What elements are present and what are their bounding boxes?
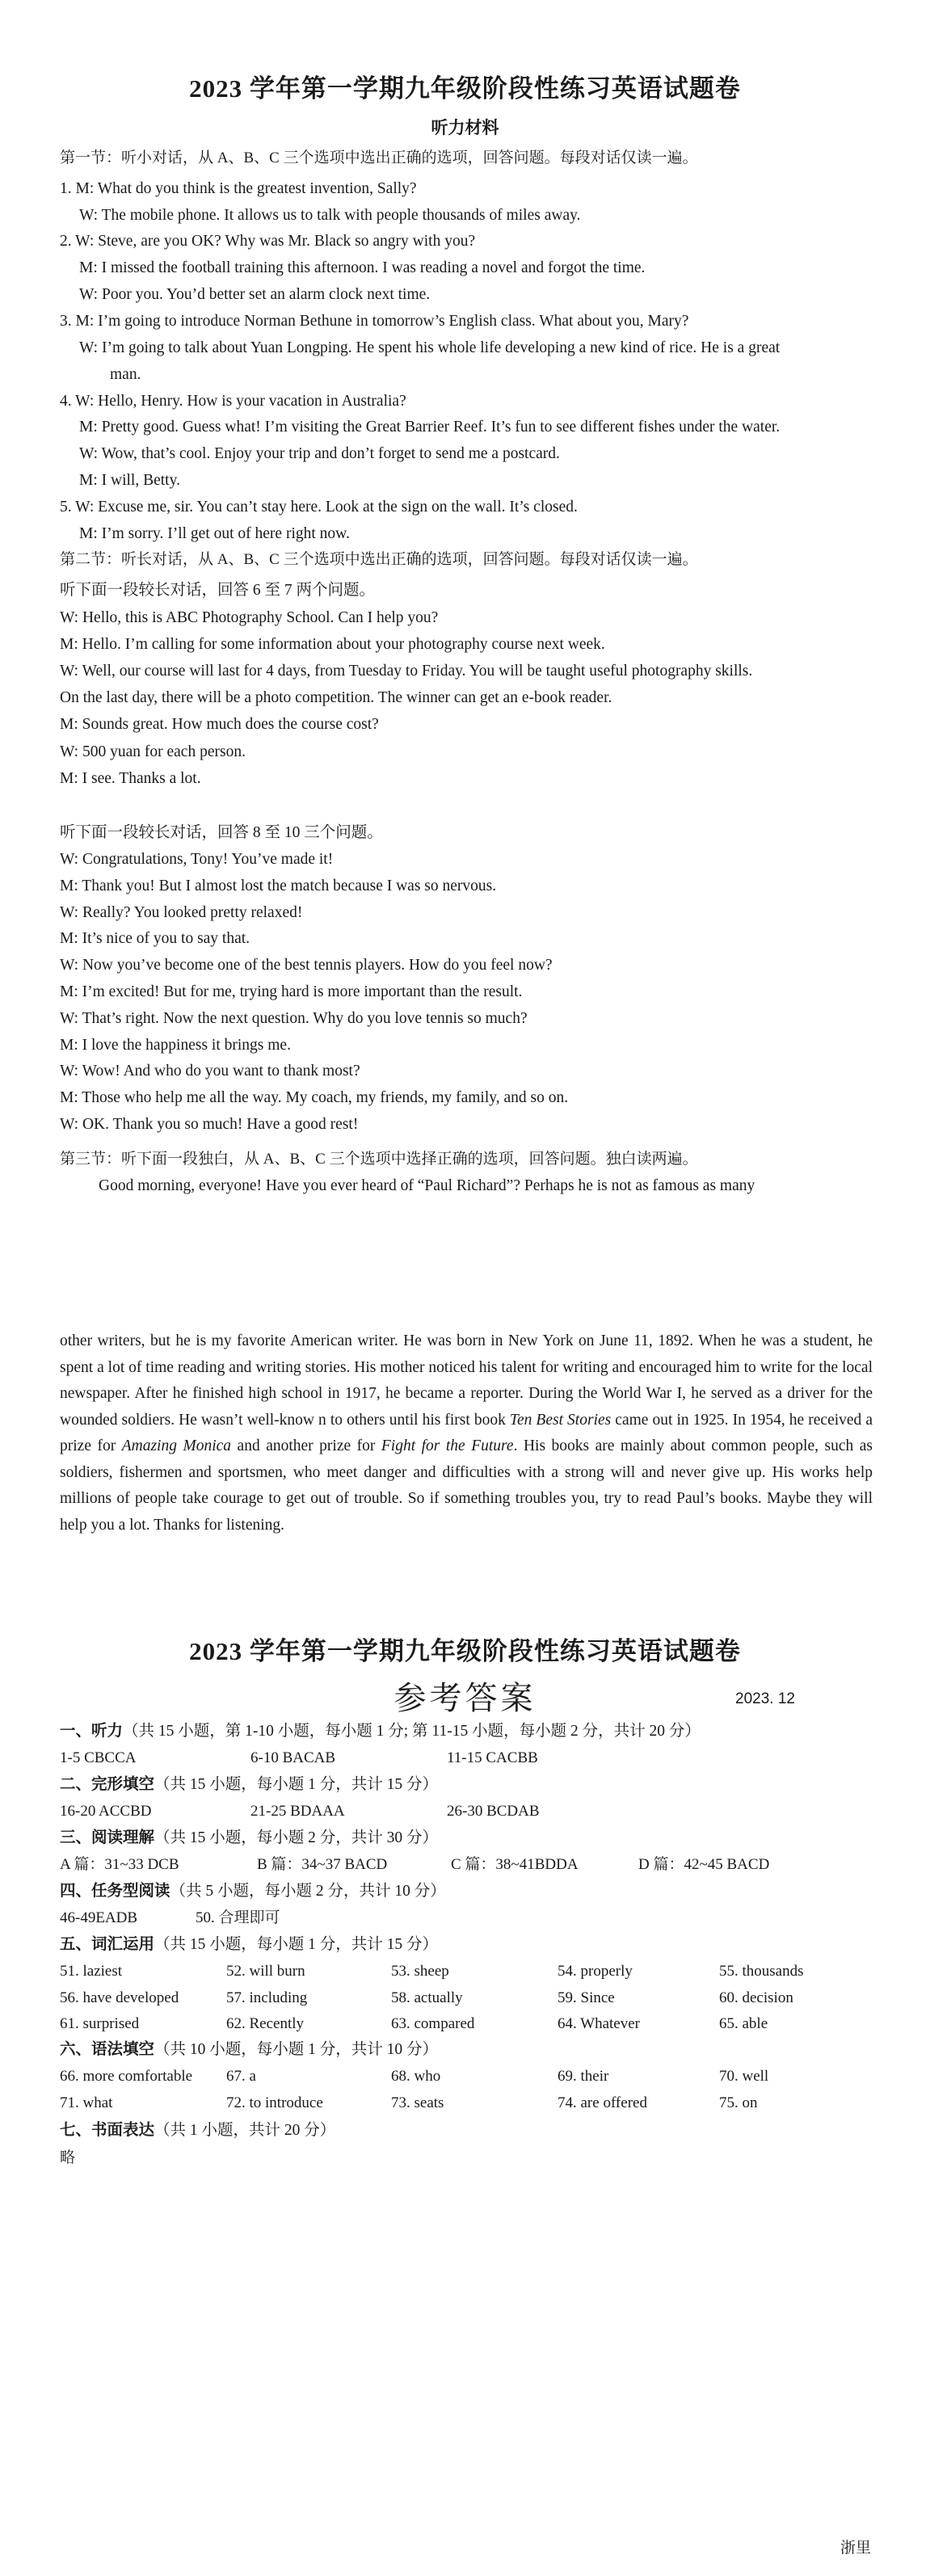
dialogue-line: W: OK. Thank you so much! Have a good rest!: [60, 1116, 359, 1133]
answer-cell: 21-25 BDAAA: [250, 1803, 345, 1820]
answer-cell: 55. thousands: [719, 1963, 804, 1980]
monologue-part: and another prize for: [231, 1437, 381, 1454]
monologue-part: other writers, but he is my favorite American writer. He was born in New York on June 11, 1892. When he was a student, he spent a lot of time reading and writing stories. His mother noticed his talent for writing and encouraged him to write for the local newspaper. After he finished high school in 1917, he became a reporter. During the World War I, he served as a driver for the wounded soldiers. He wasn’t well-know n to others until his first book: [60, 1332, 873, 1429]
book-title: Amazing Monica: [121, 1437, 232, 1454]
answer-cell: A 篇：31~33 DCB: [60, 1856, 179, 1873]
answer-cell: 58. actually: [391, 1989, 463, 2006]
answer-cell: 68. who: [391, 2068, 441, 2085]
section-detail: （共 10 小题，每小题 1 分，共计 10 分）: [154, 2041, 439, 2058]
answer-cell: 53. sheep: [391, 1963, 449, 1980]
dialogue-line: M: Pretty good. Guess what! I’m visiting the Great Barrier Reef. It’s fun to see different fishes under the water.: [79, 419, 781, 436]
section-detail: （共 5 小题，每小题 2 分，共计 10 分）: [170, 1883, 446, 1900]
dialogue-line: M: I missed the football training this afternoon. I was reading a novel and forgot the time.: [79, 259, 646, 276]
dialogue1-intro: 听下面一段较长对话，回答 6 至 7 两个问题。: [60, 582, 376, 599]
dialogue-line: M: I’m excited! But for me, trying hard is more important than the result.: [60, 983, 523, 1000]
answer-section-7: [60, 2120, 335, 2141]
answer-section-6: [60, 2039, 438, 2060]
monologue-first-line: Good morning, everyone! Have you ever heard of “Paul Richard”? Perhaps he is not as famous as many: [99, 1177, 755, 1194]
dialogue-line: W: The mobile phone. It allows us to talk with people thousands of miles away.: [79, 207, 581, 224]
book-title: Ten Best Stories: [509, 1411, 612, 1429]
dialogue-line: W: Now you’ve become one of the best tennis players. How do you feel now?: [60, 957, 553, 974]
answers-title: 2023 学年第一学期九年级阶段性练习英语试题卷: [189, 1637, 741, 1665]
answer-cell: 70. well: [719, 2068, 769, 2085]
page-subtitle: 听力材料: [431, 118, 499, 137]
answer-cell: 51. laziest: [60, 1963, 123, 1980]
answer-cell: 62. Recently: [226, 2015, 305, 2032]
dialogue-line: W: Really? You looked pretty relaxed!: [60, 903, 303, 921]
answer-cell: 16-20 ACCBD: [60, 1803, 152, 1820]
answer-cell: 46-49EADB: [60, 1909, 138, 1926]
answer-cell: 61. surprised: [60, 2015, 140, 2032]
dialogue-line: M: Hello. I’m calling for some information about your photography course next week.: [60, 636, 605, 653]
monologue-part: . His books are mainly about common people, such as soldiers, fishermen and sportsmen, who meet danger and difficulties with a strong will and never give up. His works help millions of people take courage to get out of trouble. So if something troubles you, try to read Paul’s books. Maybe they will help you a lot. Thanks for listening.: [60, 1437, 873, 1534]
answer-cell: 63. compared: [391, 2015, 475, 2032]
dialogue-line: M: I’m sorry. I’ll get out of here right now.: [79, 525, 350, 542]
answer-cell: C 篇：38~41BDDA: [451, 1856, 579, 1873]
dialogue-line: M: Sounds great. How much does the course cost?: [60, 716, 379, 733]
answer-section-5: [60, 1934, 438, 1955]
dialogue-line: M: I love the happiness it brings me.: [60, 1036, 291, 1054]
monologue-part: came out in 1925. In 1954, he received a prize for: [60, 1411, 873, 1454]
dialogue-line: W: Wow, that’s cool. Enjoy your trip and don’t forget to send me a postcard.: [79, 445, 560, 462]
section-label: 七、书面表达: [60, 2122, 155, 2139]
answer-cell: 74. are offered: [558, 2094, 647, 2111]
dialogue-line: 3. M: I’m going to introduce Norman Bethune in tomorrow’s English class. What about you, Mary?: [60, 313, 689, 330]
section1-heading: 第一节：听小对话，从 A、B、C 三个选项中选出正确的选项，回答问题。每段对话仅读一遍。: [60, 149, 698, 166]
footer-mark: 浙里: [840, 2540, 872, 2557]
answer-cell: 65. able: [719, 2015, 768, 2032]
answers-heading: 参考答案: [393, 1680, 537, 1717]
dialogue-line: W: Congratulations, Tony! You’ve made it!: [60, 851, 334, 868]
answer-cell: 26-30 BCDAB: [447, 1803, 540, 1820]
section-detail: （共 15 小题，每小题 2 分，共计 30 分）: [154, 1829, 439, 1846]
section-label: 六、语法填空: [60, 2041, 155, 2058]
section-label: 二、完形填空: [60, 1776, 155, 1793]
answer-cell: 69. their: [558, 2068, 609, 2085]
answer-section-4: [60, 1881, 446, 1902]
answer-cell: 52. will burn: [226, 1963, 305, 1980]
answer-cell: 59. Since: [558, 1989, 615, 2006]
dialogue-line: man.: [110, 366, 141, 383]
answer-cell: D 篇：42~45 BACD: [638, 1856, 770, 1873]
book-title: Fight for the Future: [381, 1437, 514, 1454]
answer-cell: 56. have developed: [60, 1989, 179, 2006]
answer-cell: 71. what: [60, 2094, 113, 2111]
dialogue-line: 4. W: Hello, Henry. How is your vacation in Australia?: [60, 393, 406, 410]
monologue-text: [60, 1328, 873, 1538]
answer-section-1: [60, 1721, 701, 1742]
section3-heading: 第三节：听下面一段独白，从 A、B、C 三个选项中选择正确的选项，回答问题。独白读两遍。: [60, 1151, 698, 1168]
answer-cell: 1-5 CBCCA: [60, 1749, 137, 1766]
dialogue-line: W: That’s right. Now the next question. Why do you love tennis so much?: [60, 1009, 528, 1027]
answer-cell: 64. Whatever: [558, 2015, 640, 2032]
dialogue-line: W: Poor you. You’d better set an alarm clock next time.: [79, 286, 431, 303]
dialogue-line: 1. M: What do you think is the greatest invention, Sally?: [60, 180, 417, 197]
answer-cell: 11-15 CACBB: [447, 1749, 538, 1766]
section2-heading: 第二节：听长对话，从 A、B、C 三个选项中选出正确的选项，回答问题。每段对话仅读一遍。: [60, 551, 698, 568]
section-label: 四、任务型阅读: [60, 1883, 170, 1900]
dialogue-line: M: I see. Thanks a lot.: [60, 770, 201, 787]
dialogue-line: M: It’s nice of you to say that.: [60, 930, 250, 948]
dialogue-line: W: Well, our course will last for 4 days, from Tuesday to Friday. You will be taught useful photography skills.: [60, 663, 753, 680]
page-title: 2023 学年第一学期九年级阶段性练习英语试题卷: [189, 74, 741, 103]
answers-date: 2023. 12: [735, 1690, 795, 1707]
section-label: 五、词汇运用: [60, 1936, 155, 1953]
dialogue-line: 5. W: Excuse me, sir. You can’t stay here. Look at the sign on the wall. It’s closed.: [60, 499, 578, 516]
section-label: 三、阅读理解: [60, 1829, 155, 1846]
answer-cell: 50. 合理即可: [196, 1909, 280, 1926]
answer-cell: 67. a: [226, 2068, 256, 2085]
dialogue-line: 2. W: Steve, are you OK? Why was Mr. Black so angry with you?: [60, 233, 476, 250]
dialogue-line: M: I will, Betty.: [79, 472, 180, 489]
answer-cell: 60. decision: [719, 1989, 793, 2006]
answer-cell: 54. properly: [558, 1963, 633, 1980]
section-detail: （共 15 小题，每小题 1 分，共计 15 分）: [154, 1776, 439, 1793]
answer-cell: 72. to introduce: [226, 2094, 323, 2111]
section-detail: （共 15 小题，每小题 1 分，共计 15 分）: [154, 1936, 439, 1953]
dialogue-line: M: Thank you! But I almost lost the match because I was so nervous.: [60, 877, 497, 894]
answer-section-2: [60, 1774, 438, 1795]
section-label: 一、听力: [60, 1723, 124, 1740]
answer-section-3: [60, 1828, 438, 1849]
dialogue-line: W: Hello, this is ABC Photography School. Can I help you?: [60, 609, 439, 626]
answer-cell: 73. seats: [391, 2094, 444, 2111]
answer-cell: 略: [60, 2149, 76, 2166]
answer-cell: 75. on: [719, 2094, 758, 2111]
dialogue-line: W: I’m going to talk about Yuan Longping. He spent his whole life developing a new kind of rice. He is a great: [79, 339, 781, 356]
dialogue-line: W: Wow! And who do you want to thank most?: [60, 1063, 360, 1080]
dialogue-line: M: Those who help me all the way. My coach, my friends, my family, and so on.: [60, 1089, 569, 1107]
answer-cell: 6-10 BACAB: [250, 1749, 336, 1766]
dialogue-line: On the last day, there will be a photo competition. The winner can get an e-book reader.: [60, 689, 612, 706]
answer-cell: 57. including: [226, 1989, 308, 2006]
answer-cell: B 篇：34~37 BACD: [257, 1856, 388, 1873]
dialogue2-intro: 听下面一段较长对话，回答 8 至 10 三个问题。: [60, 824, 383, 841]
answer-cell: 66. more comfortable: [60, 2068, 193, 2085]
section-detail: （共 1 小题，共计 20 分）: [154, 2122, 336, 2139]
dialogue-line: W: 500 yuan for each person.: [60, 743, 246, 760]
section-detail: （共 15 小题，第 1-10 小题，每小题 1 分; 第 11-15 小题，每小题 2 分，共计 20 分）: [123, 1723, 701, 1740]
